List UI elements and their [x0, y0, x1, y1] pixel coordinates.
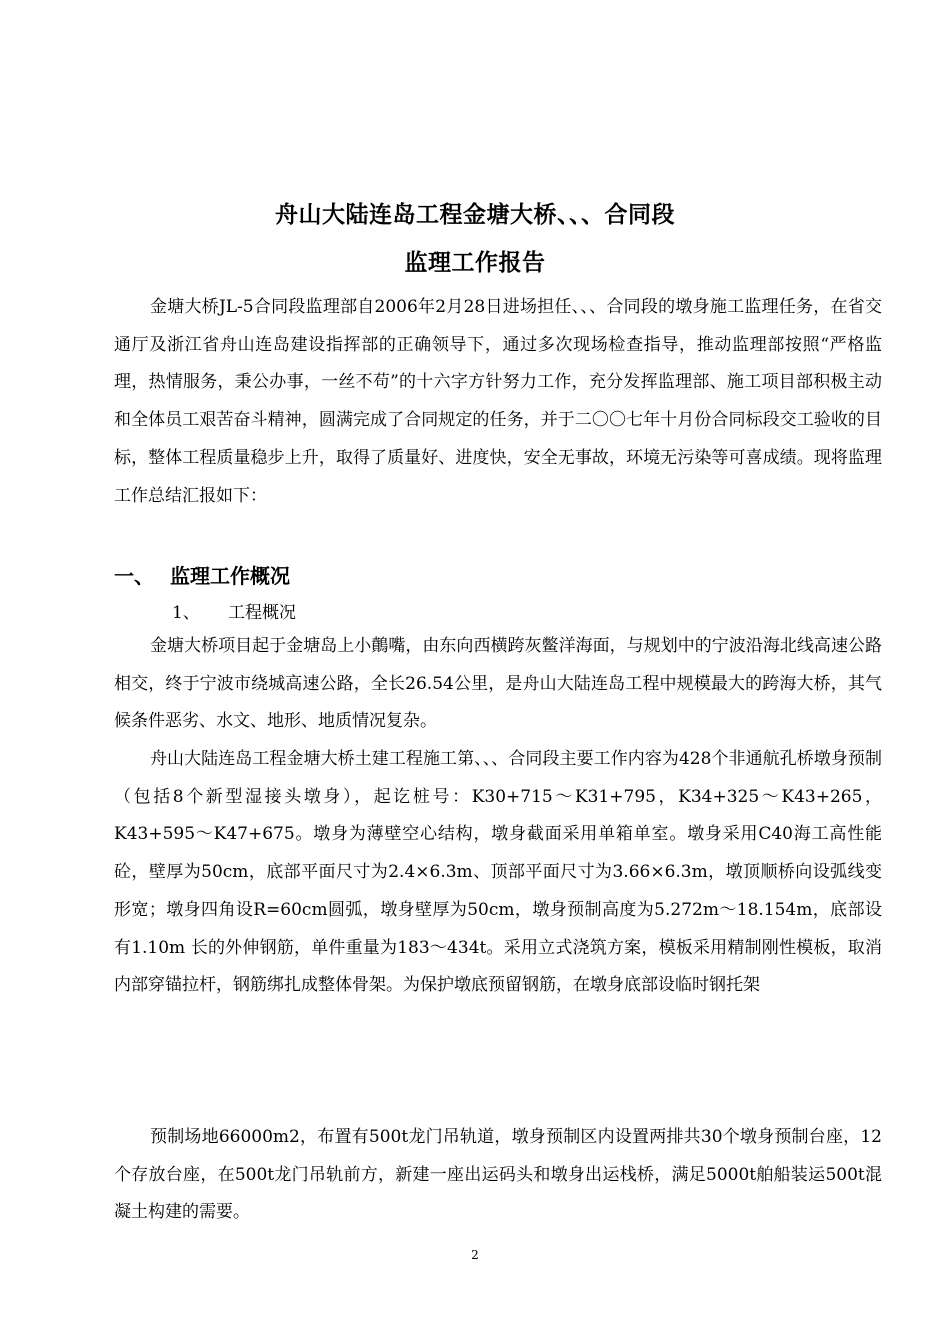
- report-subtitle: 监理工作报告: [404, 250, 546, 276]
- subsection-number: 1、: [172, 603, 200, 623]
- subsection-title: 工程概况: [228, 603, 296, 623]
- section-title: 监理工作概况: [170, 564, 290, 588]
- overview-paragraph: 金塘大桥项目起于金塘岛上小䴅嘴，由东向西横跨灰鳖洋海面，与规划中的宁波沿海北线高速公路相交，终于宁波市绕城高速公路，全长26.54公里，是舟山大陆连岛工程中规模最大的跨海大桥，其气候条件恶劣、水文、地形、地质情况复杂。: [114, 636, 882, 732]
- section-heading: [114, 560, 290, 589]
- intro-paragraph: 金塘大桥JL-5合同段监理部自2006年2月28日进场担任、、、合同段的墩身施工监理任务，在省交通厅及浙江省舟山连岛建设指挥部的正确领导下，通过多次现场检查指导，推动监理部按照“严格监理，热情服务，秉公办事，一丝不苟”的十六字方针努力工作，充分发挥监理部、施工项目部积极主动和全体员工艰苦奋斗精神，圆满完成了合同规定的任务，并于二〇〇七年十月份合同标段交工验收的目标，整体工程质量稳步上升，取得了质量好、进度快，安全无事故，环境无污染等可喜成绩。现将监理工作总结汇报如下：: [114, 297, 882, 506]
- section-number: 一、: [114, 564, 154, 588]
- subsection-heading: [172, 598, 296, 623]
- page-number: 2: [471, 1248, 479, 1262]
- site-paragraph: 预制场地66000m2，布置有500t龙门吊轨道，墩身预制区内设置两排共30个墩身预制台座，12个存放台座，在500t龙门吊轨前方，新建一座出运码头和墩身出运栈桥，满足5000t舶船装运500t混凝土构建的需要。: [114, 1127, 882, 1223]
- report-title: 舟山大陆连岛工程金塘大桥、、、合同段: [275, 202, 675, 228]
- work-content-paragraph: 舟山大陆连岛工程金塘大桥土建工程施工第、、、合同段主要工作内容为428个非通航孔桥墩身预制（包括8个新型湿接头墩身），起讫桩号：K30+715～K31+795，K34+325～K43+265，K43+595～K47+675。墩身为薄壁空心结构，墩身截面采用单箱单室。墩身采用C40海工高性能砼，壁厚为50cm，底部平面尺寸为2.4×6.3m、顶部平面尺寸为3.66×6.3m，墩顶顺桥向设弧线变形宽；墩身四角设R=60cm圆弧，墩身壁厚为50cm，墩身预制高度为5.272m～18.154m，底部设有1.10m 长的外伸钢筋，单件重量为183～434t。采用立式浇筑方案，模板采用精制刚性模板，取消内部穿锚拉杆，钢筋绑扎成整体骨架。为保护墩底预留钢筋，在墩身底部设临时钢托架: [114, 749, 882, 996]
